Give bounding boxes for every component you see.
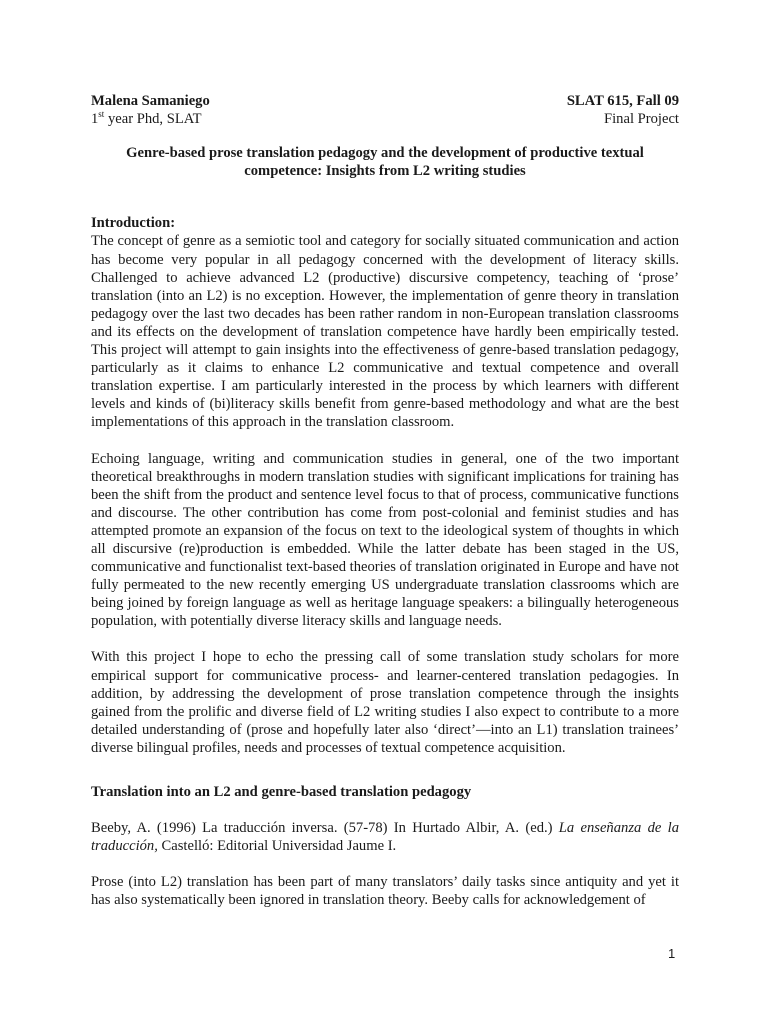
section-2-paragraph: Prose (into L2) translation has been part of many translators’ daily tasks since antiquity and yet it has also systematically been ignored in translation theory. Beeby calls for acknowledgement of — [91, 874, 679, 909]
intro-paragraph-3: With this project I hope to echo the pressing call of some translation study scholars for more empirical support for communicative process- and learner-centered translation pedagogies. In addition, by addressing the development of prose translation competence through the insights gained from the prolific and diverse field of L2 writing studies I also expect to contribute to a more detailed understanding of (prose and hopefully later also ‘direct’—into an L1) translation trainees’ diverse bilingual profiles, needs and processes of textual competence acquisition. — [91, 649, 679, 756]
intro-paragraph-1: The concept of genre as a semiotic tool and category for socially situated communication and action has become very popular in all pedagogy concerned with the development of literacy skills. Challenged to achieve advanced L2 (productive) discursive competency, teaching of ‘prose’ translation (into an L2) is no exception. However, the implementation of genre theory in translation pedagogy over the last two decades has been rather random in non-European translation classrooms and its effects on the development of translation competence have hardly been empirically tested. This project will attempt to gain insights into the effectiveness of genre-based translation pedagogy, particularly as it claims to enhance L2 communicative and textual competence and overall translation expertise. I am particularly interested in the process by which learners with different levels and kinds of (bi)literacy skills benefit from genre-based methodology and what are the best implementations of this approach in the translation classroom. — [91, 233, 679, 431]
year-number: 1 — [91, 111, 99, 128]
reference-publisher: Castelló: Editorial Universidad Jaume I. — [157, 838, 397, 855]
reference-book-title: La enseñanza de la traducción, — [91, 820, 679, 855]
page-content — [91, 92, 679, 909]
intro-paragraph-2: Echoing language, writing and communication studies in general, one of the two important theoretical breakthroughs in modern translation studies with significant implications for training has been the shift from the product and sentence level focus to that of process, communicative functions and discourse. The other contribution has come from post-colonial and feminist studies and has attempted promote an expansion of the focus on text to the ideological system of thoughts in which all discursive (re)production is embedded. While the latter debate has been staged in the US, communicative and functionalist text-based theories of translation originated in Europe and have not fully permeated to the new recently emerging US undergraduate translation classrooms which are being joined by foreign language as well as heritage language speakers: a bilingually heterogeneous population, with potentially diverse literacy skills and language needs. — [91, 450, 679, 630]
page-number: 1 — [668, 946, 676, 961]
header-line-2 — [91, 110, 679, 128]
author-name: Malena Samaniego — [91, 93, 210, 109]
section-2-heading: Translation into an L2 and genre-based translation pedagogy — [91, 784, 472, 800]
year-program: year Phd, SLAT — [104, 111, 202, 128]
reference-text: Beeby, A. (1996) La traducción inversa. (57-78) In Hurtado Albir, A. (ed.) — [91, 820, 559, 837]
document-title: Genre-based prose translation pedagogy and the development of productive textual competence: Insights from L2 writing studies — [126, 145, 644, 180]
header-line-1 — [91, 92, 679, 110]
reference-citation — [91, 819, 679, 855]
project-label: Final Project — [604, 111, 679, 128]
year-ordinal: st — [98, 109, 105, 120]
program-year — [91, 110, 202, 128]
introduction-heading: Introduction: — [91, 215, 176, 232]
course-label: SLAT 615, Fall 09 — [566, 93, 679, 109]
